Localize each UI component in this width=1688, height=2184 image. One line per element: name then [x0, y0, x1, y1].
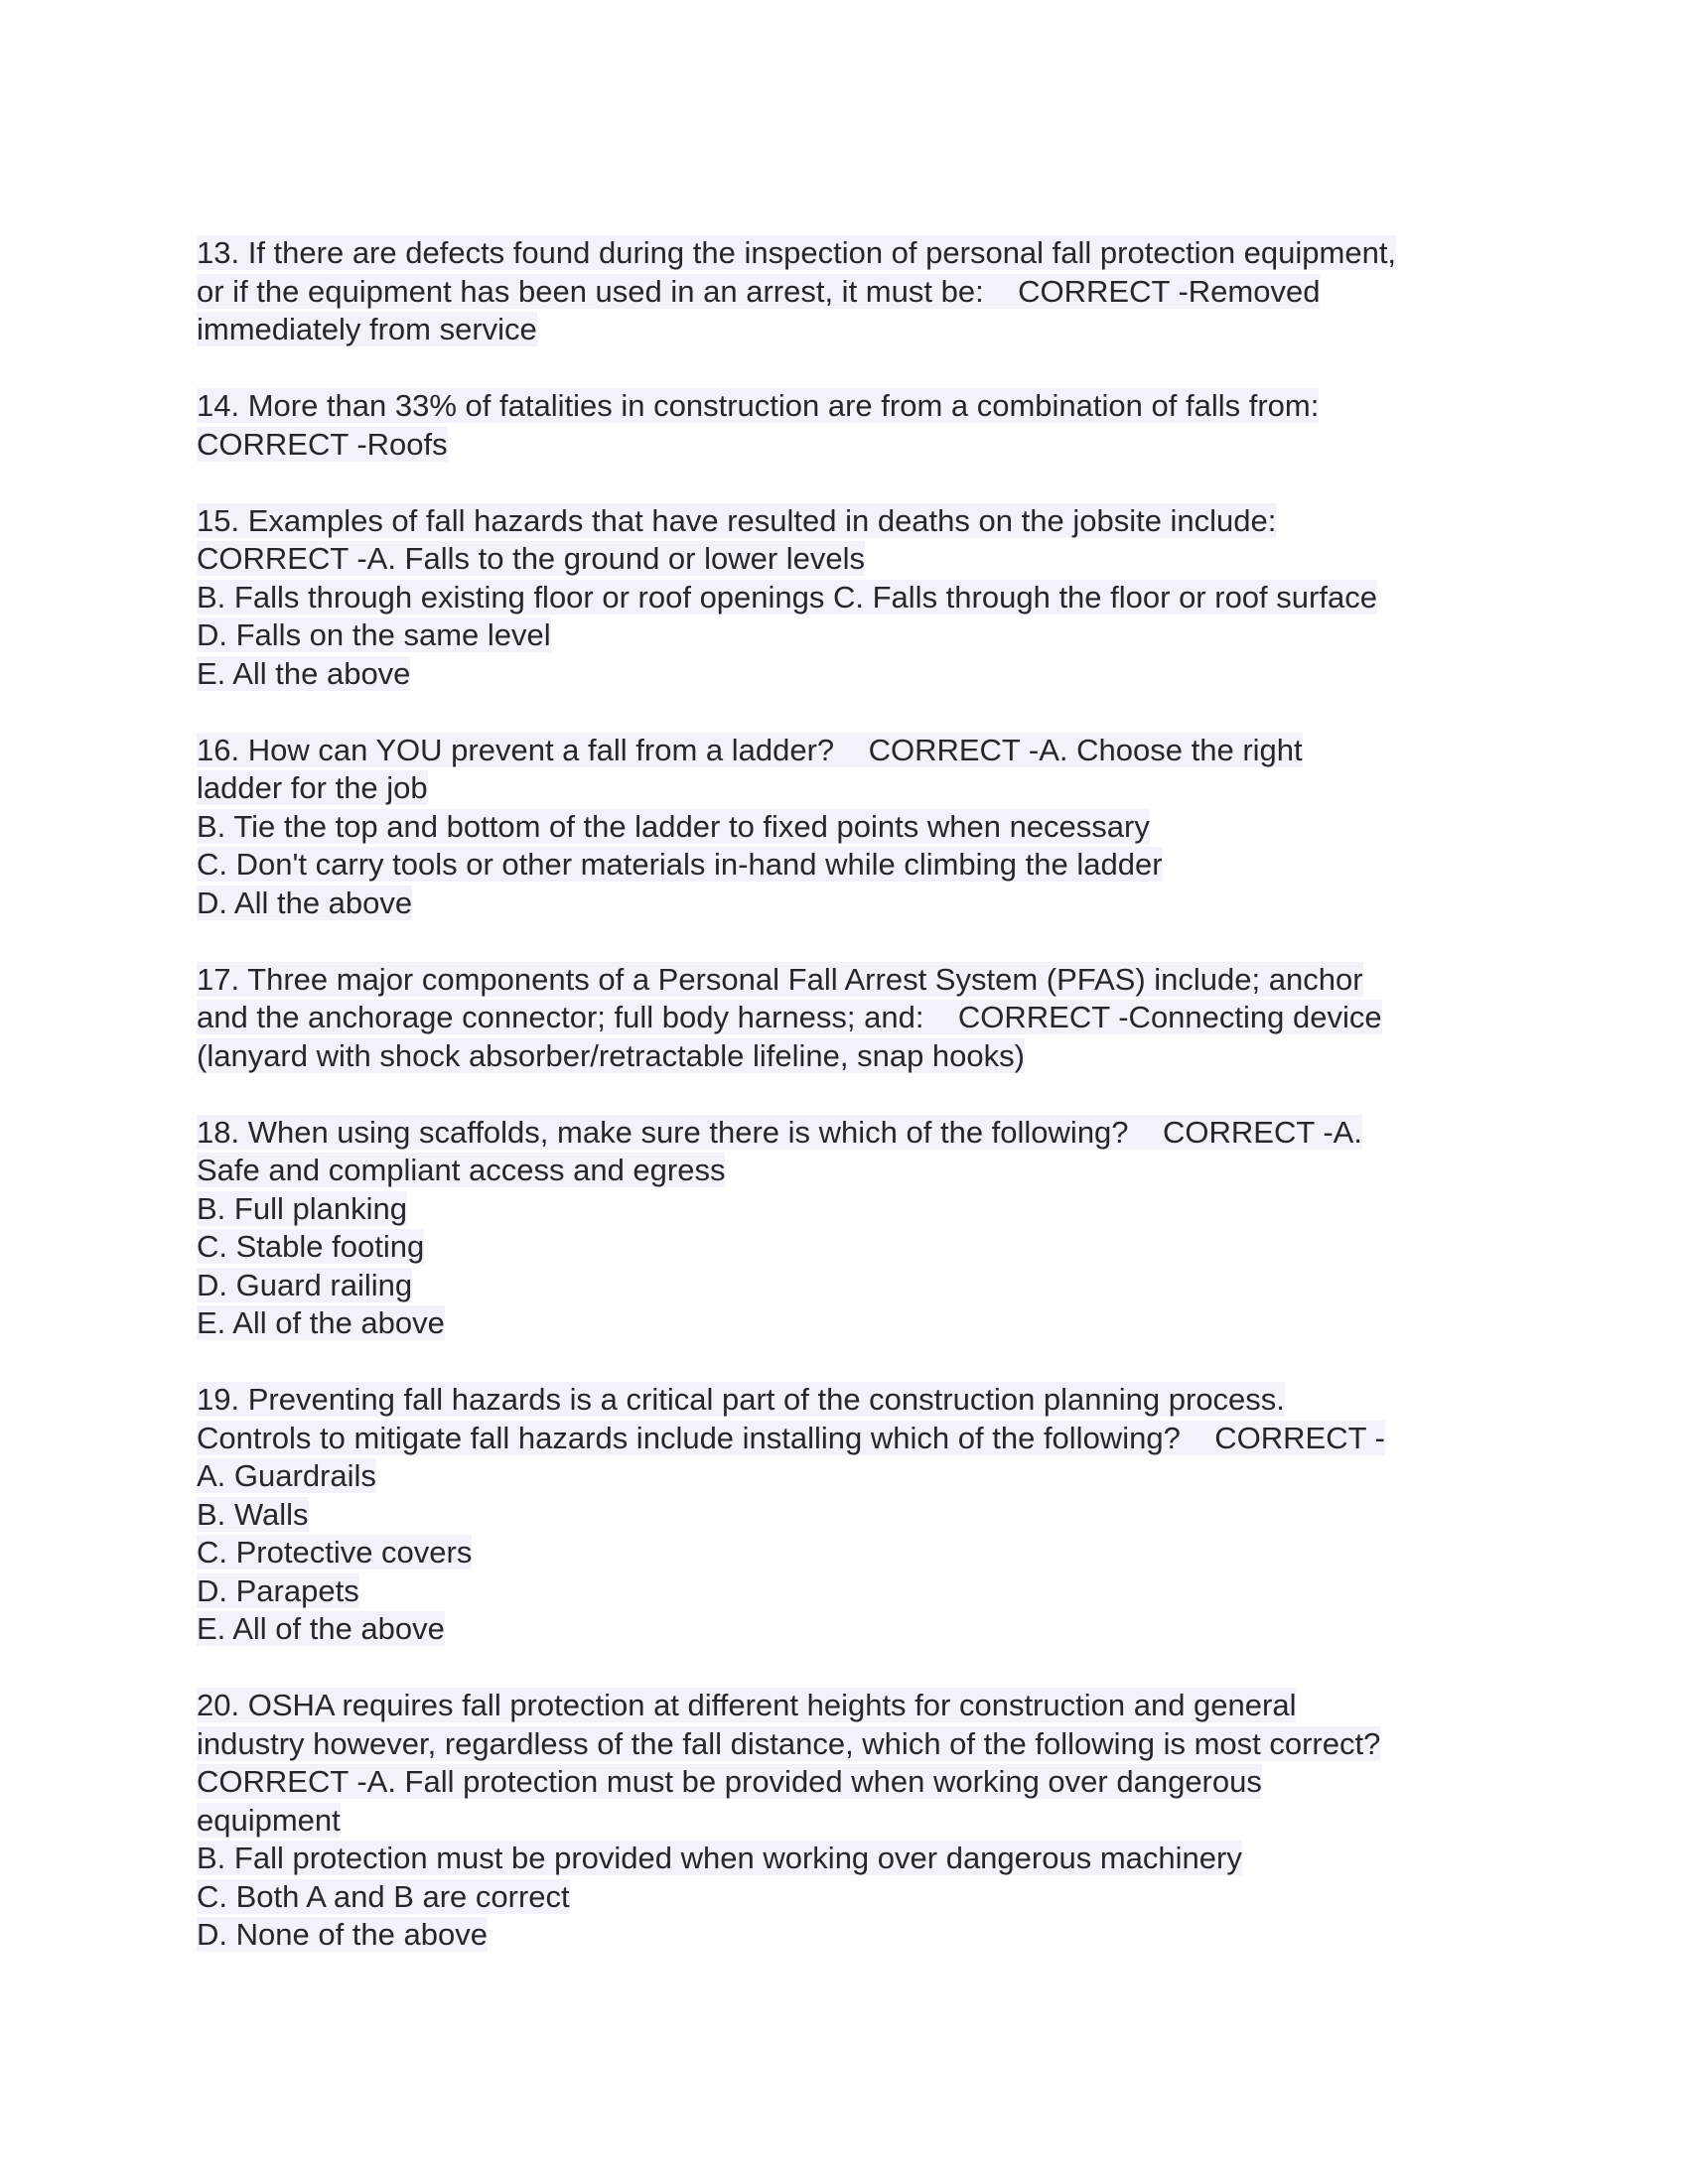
question-20 — [197, 1687, 1497, 1955]
question-text-line: industry however, regardless of the fall distance, which of the following is most correct? — [197, 1725, 1381, 1761]
answer-option: B. Falls through existing floor or roof openings C. Falls through the floor or roof surface — [197, 579, 1377, 614]
answer-option: E. All the above — [197, 655, 411, 691]
question-14 — [197, 387, 1497, 464]
answer-text-line: immediately from service — [197, 312, 537, 346]
answer-option: ladder for the job — [197, 770, 428, 805]
question-16 — [197, 732, 1497, 923]
answer-option: C. Don't carry tools or other materials in-hand while climbing the ladder — [197, 847, 1163, 882]
answer-option: A. Guardrails — [197, 1458, 376, 1493]
answer-option: E. All of the above — [197, 1305, 445, 1340]
question-text-line: 20. OSHA requires fall protection at different heights for construction and general — [197, 1688, 1297, 1722]
answer-option: D. Guard railing — [197, 1267, 413, 1302]
answer-option: D. All the above — [197, 885, 413, 920]
question-text-line: 18. When using scaffolds, make sure there is which of the following? CORRECT -A. — [197, 1114, 1362, 1150]
answer-option: Safe and compliant access and egress — [197, 1153, 726, 1187]
question-17 — [197, 961, 1497, 1076]
answer-option: E. All of the above — [197, 1611, 445, 1646]
question-text-line: or if the equipment has been used in an arrest, it must be: CORRECT -Removed — [197, 273, 1321, 309]
answer-option: CORRECT -A. Falls to the ground or lower levels — [197, 541, 866, 576]
answer-option: B. Full planking — [197, 1190, 407, 1226]
answer-option: C. Protective covers — [197, 1535, 473, 1570]
answer-option: C. Both A and B are correct — [197, 1878, 570, 1914]
question-18 — [197, 1114, 1497, 1343]
question-text-line: 14. More than 33% of fatalities in construction are from a combination of falls from: — [197, 388, 1320, 423]
question-15 — [197, 502, 1497, 694]
question-text-line: and the anchorage connector; full body harness; and: CORRECT -Connecting device — [197, 1000, 1382, 1034]
answer-option: CORRECT -A. Fall protection must be provided when working over dangerous — [197, 1764, 1262, 1799]
answer-text-line: (lanyard with shock absorber/retractable lifeline, snap hooks) — [197, 1037, 1025, 1073]
question-text-line: 16. How can YOU prevent a fall from a ladder? CORRECT -A. Choose the right — [197, 732, 1303, 767]
answer-option: B. Fall protection must be provided when working over dangerous machinery — [197, 1841, 1242, 1875]
question-13 — [197, 234, 1497, 349]
question-19 — [197, 1381, 1497, 1649]
question-text-line: Controls to mitigate fall hazards include installing which of the following? CORRECT - — [197, 1420, 1385, 1455]
question-text-line: 15. Examples of fall hazards that have resulted in deaths on the jobsite include: — [197, 502, 1277, 538]
answer-option: D. Falls on the same level — [197, 617, 551, 652]
answer-text-line: CORRECT -Roofs — [197, 426, 448, 462]
answer-option: B. Walls — [197, 1496, 309, 1532]
question-text-line: 17. Three major components of a Personal Fall Arrest System (PFAS) include; anchor — [197, 961, 1363, 997]
answer-option: D. None of the above — [197, 1917, 488, 1952]
answer-option: D. Parapets — [197, 1572, 359, 1608]
answer-option: equipment — [197, 1802, 341, 1838]
question-text-line: 19. Preventing fall hazards is a critical part of the construction planning process. — [197, 1382, 1285, 1417]
document-page — [197, 234, 1497, 1992]
answer-option: B. Tie the top and bottom of the ladder to fixed points when necessary — [197, 808, 1150, 844]
question-text-line: 13. If there are defects found during the inspection of personal fall protection equipment, — [197, 235, 1397, 270]
answer-option: C. Stable footing — [197, 1229, 425, 1264]
